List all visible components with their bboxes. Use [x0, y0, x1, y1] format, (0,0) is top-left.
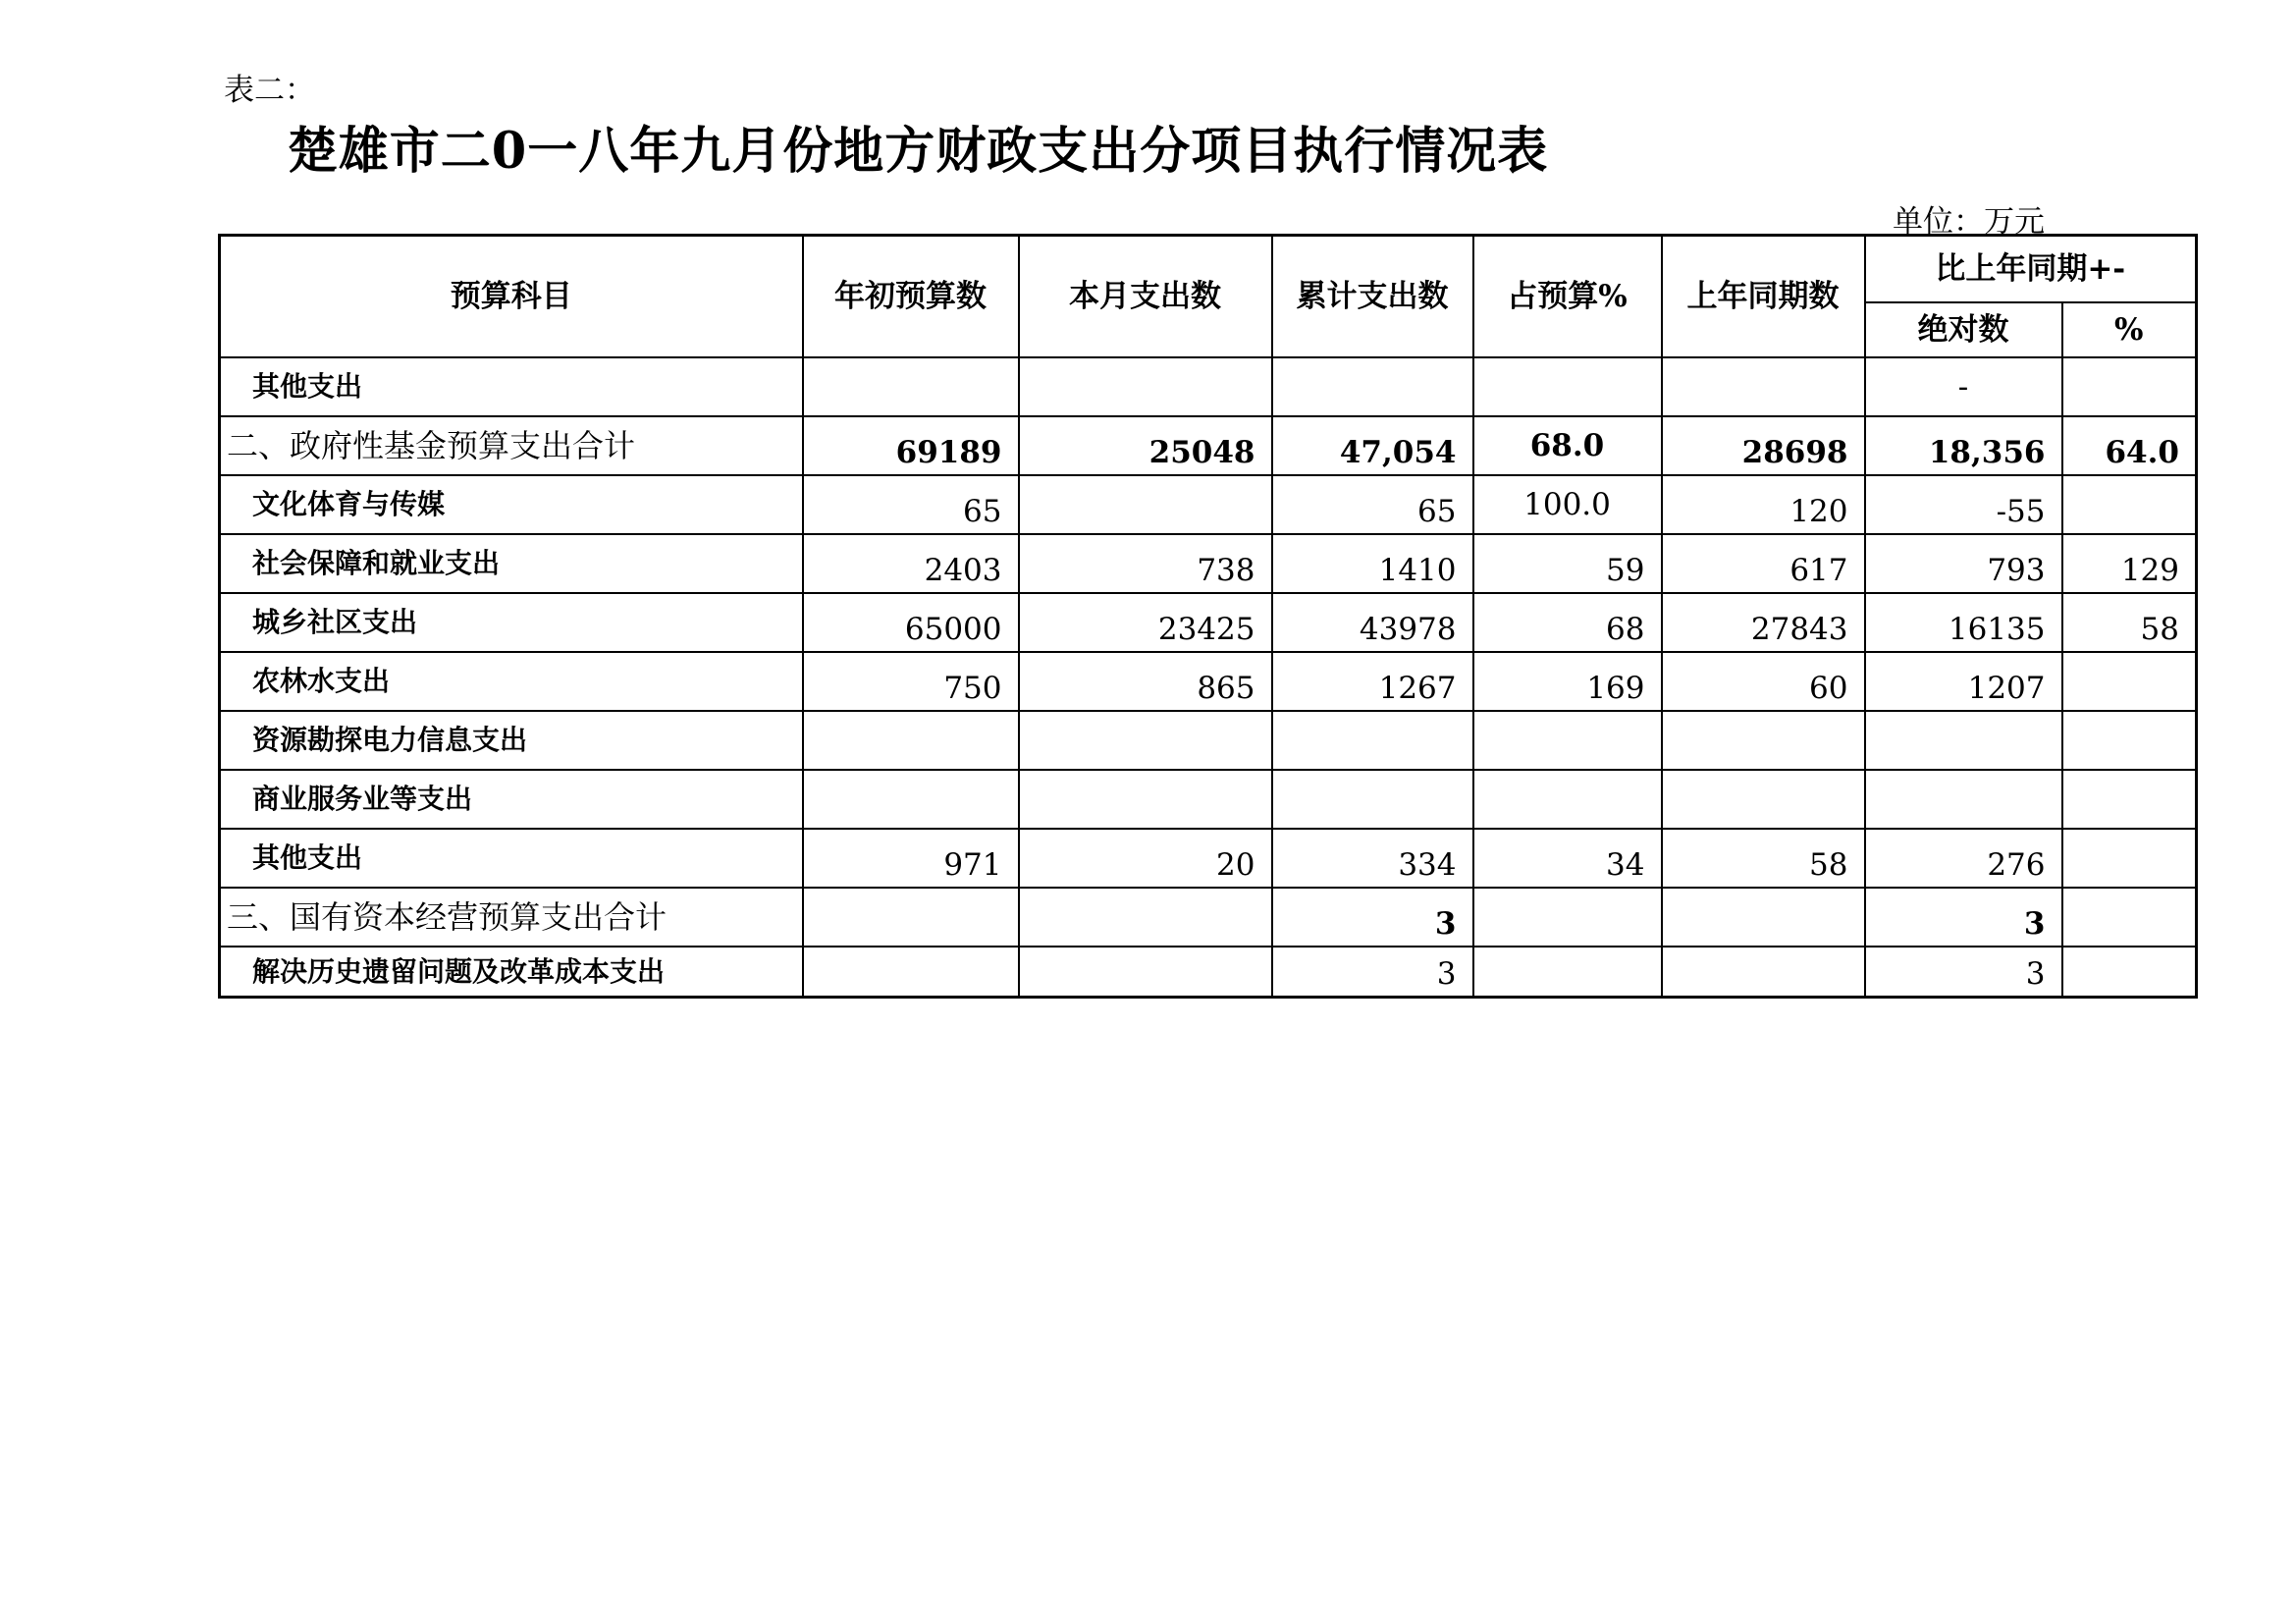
cell-budget: 750	[803, 652, 1019, 711]
cell-ratio: 34	[1473, 829, 1662, 888]
cell-budget: 65	[803, 475, 1019, 534]
cell-absolute: 18,356	[1865, 416, 2062, 475]
cell-ratio: 100.0	[1473, 475, 1662, 534]
row-name: 资源勘探电力信息支出	[220, 711, 803, 770]
table-row	[220, 770, 2197, 829]
cell-percent	[2062, 770, 2197, 829]
cell-budget: 65000	[803, 593, 1019, 652]
row-name: 农林水支出	[220, 652, 803, 711]
cell-month	[1019, 888, 1272, 947]
cell-ratio: 68	[1473, 593, 1662, 652]
row-name: 解决历史遗留问题及改革成本支出	[220, 947, 803, 998]
cell-month: 25048	[1019, 416, 1272, 475]
page-title: 楚雄市二0一八年九月份地方财政支出分项目执行情况表	[287, 122, 1549, 181]
cell-month: 865	[1019, 652, 1272, 711]
cell-ratio	[1473, 770, 1662, 829]
cell-percent: 58	[2062, 593, 2197, 652]
cell-month: 23425	[1019, 593, 1272, 652]
cell-cumulative: 1410	[1272, 534, 1473, 593]
row-name: 其他支出	[220, 829, 803, 888]
row-name: 三、国有资本经营预算支出合计	[220, 888, 803, 947]
cell-last-year	[1662, 947, 1865, 998]
cell-last-year: 617	[1662, 534, 1865, 593]
cell-ratio: 169	[1473, 652, 1662, 711]
cell-cumulative	[1272, 770, 1473, 829]
row-name: 社会保障和就业支出	[220, 534, 803, 593]
header-last-year: 上年同期数	[1662, 236, 1865, 358]
cell-month	[1019, 770, 1272, 829]
cell-budget	[803, 357, 1019, 416]
table-row	[220, 475, 2197, 534]
expenditure-table	[218, 234, 2198, 999]
header-budget: 年初预算数	[803, 236, 1019, 358]
cell-absolute	[1865, 711, 2062, 770]
cell-absolute: -	[1865, 357, 2062, 416]
cell-absolute: 3	[1865, 888, 2062, 947]
cell-month	[1019, 357, 1272, 416]
cell-budget: 2403	[803, 534, 1019, 593]
table-row	[220, 593, 2197, 652]
cell-month: 20	[1019, 829, 1272, 888]
header-compare: 比上年同期+-	[1865, 236, 2197, 303]
cell-percent	[2062, 357, 2197, 416]
cell-cumulative: 47,054	[1272, 416, 1473, 475]
cell-absolute: 16135	[1865, 593, 2062, 652]
table-row	[220, 652, 2197, 711]
cell-percent: 129	[2062, 534, 2197, 593]
row-name: 二、政府性基金预算支出合计	[220, 416, 803, 475]
cell-budget	[803, 888, 1019, 947]
cell-absolute: 276	[1865, 829, 2062, 888]
cell-last-year: 58	[1662, 829, 1865, 888]
cell-last-year	[1662, 711, 1865, 770]
cell-budget: 971	[803, 829, 1019, 888]
cell-absolute: 3	[1865, 947, 2062, 998]
cell-cumulative: 3	[1272, 947, 1473, 998]
header-subject: 预算科目	[220, 236, 803, 358]
cell-ratio	[1473, 888, 1662, 947]
cell-percent	[2062, 711, 2197, 770]
table-row	[220, 534, 2197, 593]
cell-percent: 64.0	[2062, 416, 2197, 475]
header-absolute: 绝对数	[1865, 302, 2062, 357]
table-row	[220, 416, 2197, 475]
cell-budget: 69189	[803, 416, 1019, 475]
row-name: 商业服务业等支出	[220, 770, 803, 829]
cell-percent	[2062, 888, 2197, 947]
row-name: 其他支出	[220, 357, 803, 416]
cell-percent	[2062, 475, 2197, 534]
cell-ratio: 59	[1473, 534, 1662, 593]
cell-cumulative	[1272, 357, 1473, 416]
row-name: 城乡社区支出	[220, 593, 803, 652]
cell-cumulative: 1267	[1272, 652, 1473, 711]
cell-budget	[803, 770, 1019, 829]
cell-month: 738	[1019, 534, 1272, 593]
cell-absolute: 793	[1865, 534, 2062, 593]
cell-last-year	[1662, 770, 1865, 829]
header-percent: %	[2062, 302, 2197, 357]
cell-last-year: 60	[1662, 652, 1865, 711]
cell-last-year: 28698	[1662, 416, 1865, 475]
cell-ratio	[1473, 711, 1662, 770]
cell-absolute: -55	[1865, 475, 2062, 534]
table-row	[220, 357, 2197, 416]
cell-budget	[803, 947, 1019, 998]
cell-cumulative: 334	[1272, 829, 1473, 888]
cell-month	[1019, 711, 1272, 770]
cell-absolute: 1207	[1865, 652, 2062, 711]
cell-ratio	[1473, 947, 1662, 998]
cell-cumulative: 3	[1272, 888, 1473, 947]
cell-budget	[803, 711, 1019, 770]
cell-cumulative: 65	[1272, 475, 1473, 534]
header-month: 本月支出数	[1019, 236, 1272, 358]
cell-percent	[2062, 652, 2197, 711]
table-row	[220, 947, 2197, 998]
cell-percent	[2062, 829, 2197, 888]
cell-month	[1019, 947, 1272, 998]
unit-label: 单位：万元	[1893, 204, 2045, 240]
cell-month	[1019, 475, 1272, 534]
cell-last-year	[1662, 357, 1865, 416]
cell-ratio: 68.0	[1473, 416, 1662, 475]
cell-last-year: 27843	[1662, 593, 1865, 652]
header-ratio: 占预算%	[1473, 236, 1662, 358]
table-row	[220, 711, 2197, 770]
cell-cumulative	[1272, 711, 1473, 770]
header-cumulative: 累计支出数	[1272, 236, 1473, 358]
cell-cumulative: 43978	[1272, 593, 1473, 652]
table-label: 表二：	[224, 73, 315, 108]
table-row	[220, 829, 2197, 888]
cell-percent	[2062, 947, 2197, 998]
row-name: 文化体育与传媒	[220, 475, 803, 534]
table-row	[220, 888, 2197, 947]
cell-last-year	[1662, 888, 1865, 947]
cell-last-year: 120	[1662, 475, 1865, 534]
cell-absolute	[1865, 770, 2062, 829]
cell-ratio	[1473, 357, 1662, 416]
